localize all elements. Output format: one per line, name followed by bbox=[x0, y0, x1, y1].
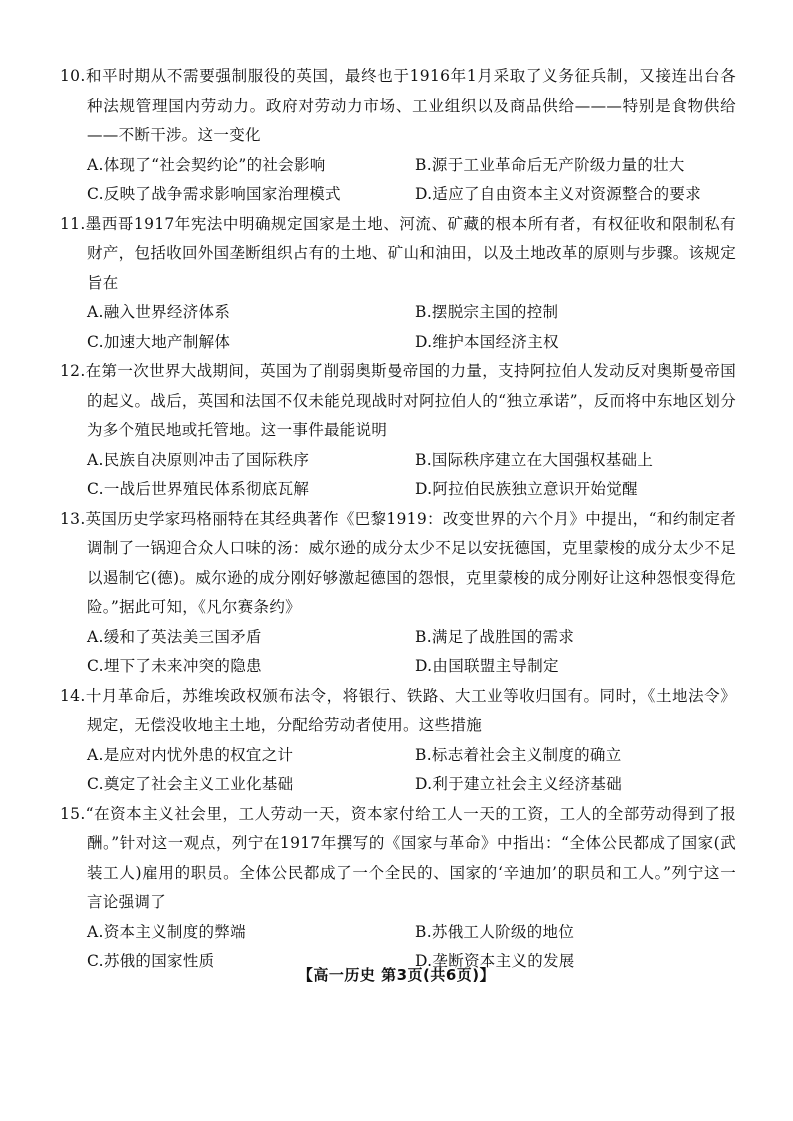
option-d: D.由国联盟主导制定 bbox=[415, 657, 559, 675]
option-a: A.是应对内忧外患的权宜之计 bbox=[87, 745, 294, 764]
option-b: B.源于工业革命后无产阶级力量的壮大 bbox=[415, 155, 685, 174]
option-b: B.满足了战胜国的需求 bbox=[415, 627, 575, 646]
question-stem bbox=[60, 682, 736, 741]
question-12 bbox=[60, 357, 736, 505]
question-number: 10. bbox=[60, 67, 86, 85]
option-d: D.垄断资本主义的发展 bbox=[415, 952, 575, 970]
option-a: A.缓和了英法美三国矛盾 bbox=[87, 627, 262, 646]
option-d: D.利于建立社会主义经济基础 bbox=[415, 775, 623, 793]
option-c: C.反映了战争需求影响国家治理模式 bbox=[87, 185, 341, 203]
question-text: 十月革命后，苏维埃政权颁布法令，将银行、铁路、大工业等收归国有。同时，《土地法令》规定，无偿没收地主土地，分配给劳动者使用。这些措施 bbox=[85, 686, 736, 734]
question-stem bbox=[60, 62, 736, 151]
question-10 bbox=[60, 62, 736, 210]
question-stem bbox=[60, 357, 736, 446]
option-b: B.摆脱宗主国的控制 bbox=[415, 303, 559, 321]
question-text: 英国历史学家玛格丽特在其经典著作《巴黎1919：改变世界的六个月》中提出，“和约制定者调制了一锅迎合众人口味的汤：威尔逊的成分太少不足以安抚德国，克里蒙梭的成分太少不足以遏制它(德)。威尔逊的成分刚好够激起德国的怨恨，克里蒙梭的成分刚好让这种怨恨变得危险。”据此可知，《凡尔赛条约》 bbox=[85, 509, 736, 616]
option-c: C.加速大地产制解体 bbox=[87, 332, 231, 351]
question-13 bbox=[60, 505, 736, 682]
option-c: C.奠定了社会主义工业化基础 bbox=[87, 775, 294, 793]
option-a: A.融入世界经济体系 bbox=[87, 303, 231, 321]
question-stem bbox=[60, 210, 736, 299]
option-a: A.民族自决原则冲击了国际秩序 bbox=[87, 450, 310, 469]
question-stem bbox=[60, 505, 736, 623]
option-a: A.体现了“社会契约论”的社会影响 bbox=[87, 155, 326, 174]
question-number: 13. bbox=[60, 509, 86, 528]
question-number: 12. bbox=[60, 362, 86, 380]
question-number: 15. bbox=[60, 804, 86, 823]
exam-page bbox=[60, 62, 736, 977]
option-d: D.阿拉伯民族独立意识开始觉醒 bbox=[415, 480, 638, 498]
option-c: C.苏俄的国家性质 bbox=[87, 952, 215, 970]
question-stem bbox=[60, 800, 736, 918]
option-b: B.标志着社会主义制度的确立 bbox=[415, 745, 622, 764]
question-number: 14. bbox=[60, 686, 86, 705]
option-c: C.一战后世界殖民体系彻底瓦解 bbox=[87, 480, 310, 498]
option-grid bbox=[60, 151, 736, 210]
question-text: 和平时期从不需要强制服役的英国，最终也于1916年1月采取了义务征兵制，又接连出台各种法规管理国内劳动力。政府对劳动力市场、工业组织以及商品供给———特别是食物供给——不断干涉。这一变化 bbox=[85, 67, 736, 144]
question-text: 墨西哥1917年宪法中明确规定国家是土地、河流、矿藏的根本所有者，有权征收和限制私有财产，包括收回外国垄断组织占有的土地、矿山和油田，以及土地改革的原则与步骤。该规定旨在 bbox=[85, 214, 736, 292]
page-footer: 【高一历史 第3页(共6页)】 bbox=[297, 966, 496, 984]
question-11 bbox=[60, 210, 736, 358]
option-grid bbox=[60, 298, 736, 357]
option-b: B.苏俄工人阶级的地位 bbox=[415, 922, 575, 941]
question-14 bbox=[60, 682, 736, 800]
option-b: B.国际秩序建立在大国强权基础上 bbox=[415, 450, 654, 469]
question-text: “在资本主义社会里，工人劳动一天，资本家付给工人一天的工资，工人的全部劳动得到了报酬。”针对这一观点，列宁在1917年撰写的《国家与革命》中指出：“全体公民都成了国家(武装工人)雇用的职员。全体公民都成了一个全民的、国家的‘辛迪加’的职员和工人。”列宁这一言论强调了 bbox=[85, 804, 736, 911]
option-d: D.适应了自由资本主义对资源整合的要求 bbox=[415, 185, 702, 203]
question-number: 11. bbox=[60, 214, 86, 233]
option-d: D.维护本国经济主权 bbox=[415, 332, 559, 351]
question-15 bbox=[60, 800, 736, 977]
option-c: C.埋下了未来冲突的隐患 bbox=[87, 657, 262, 675]
option-grid bbox=[60, 446, 736, 505]
option-a: A.资本主义制度的弊端 bbox=[87, 922, 246, 941]
question-text: 在第一次世界大战期间，英国为了削弱奥斯曼帝国的力量，支持阿拉伯人发动反对奥斯曼帝国的起义。战后，英国和法国不仅未能兑现战时对阿拉伯人的“独立承诺”，反而将中东地区划分为多个殖民地或托管地。这一事件最能说明 bbox=[85, 362, 736, 439]
option-grid bbox=[60, 741, 736, 800]
option-grid bbox=[60, 623, 736, 682]
